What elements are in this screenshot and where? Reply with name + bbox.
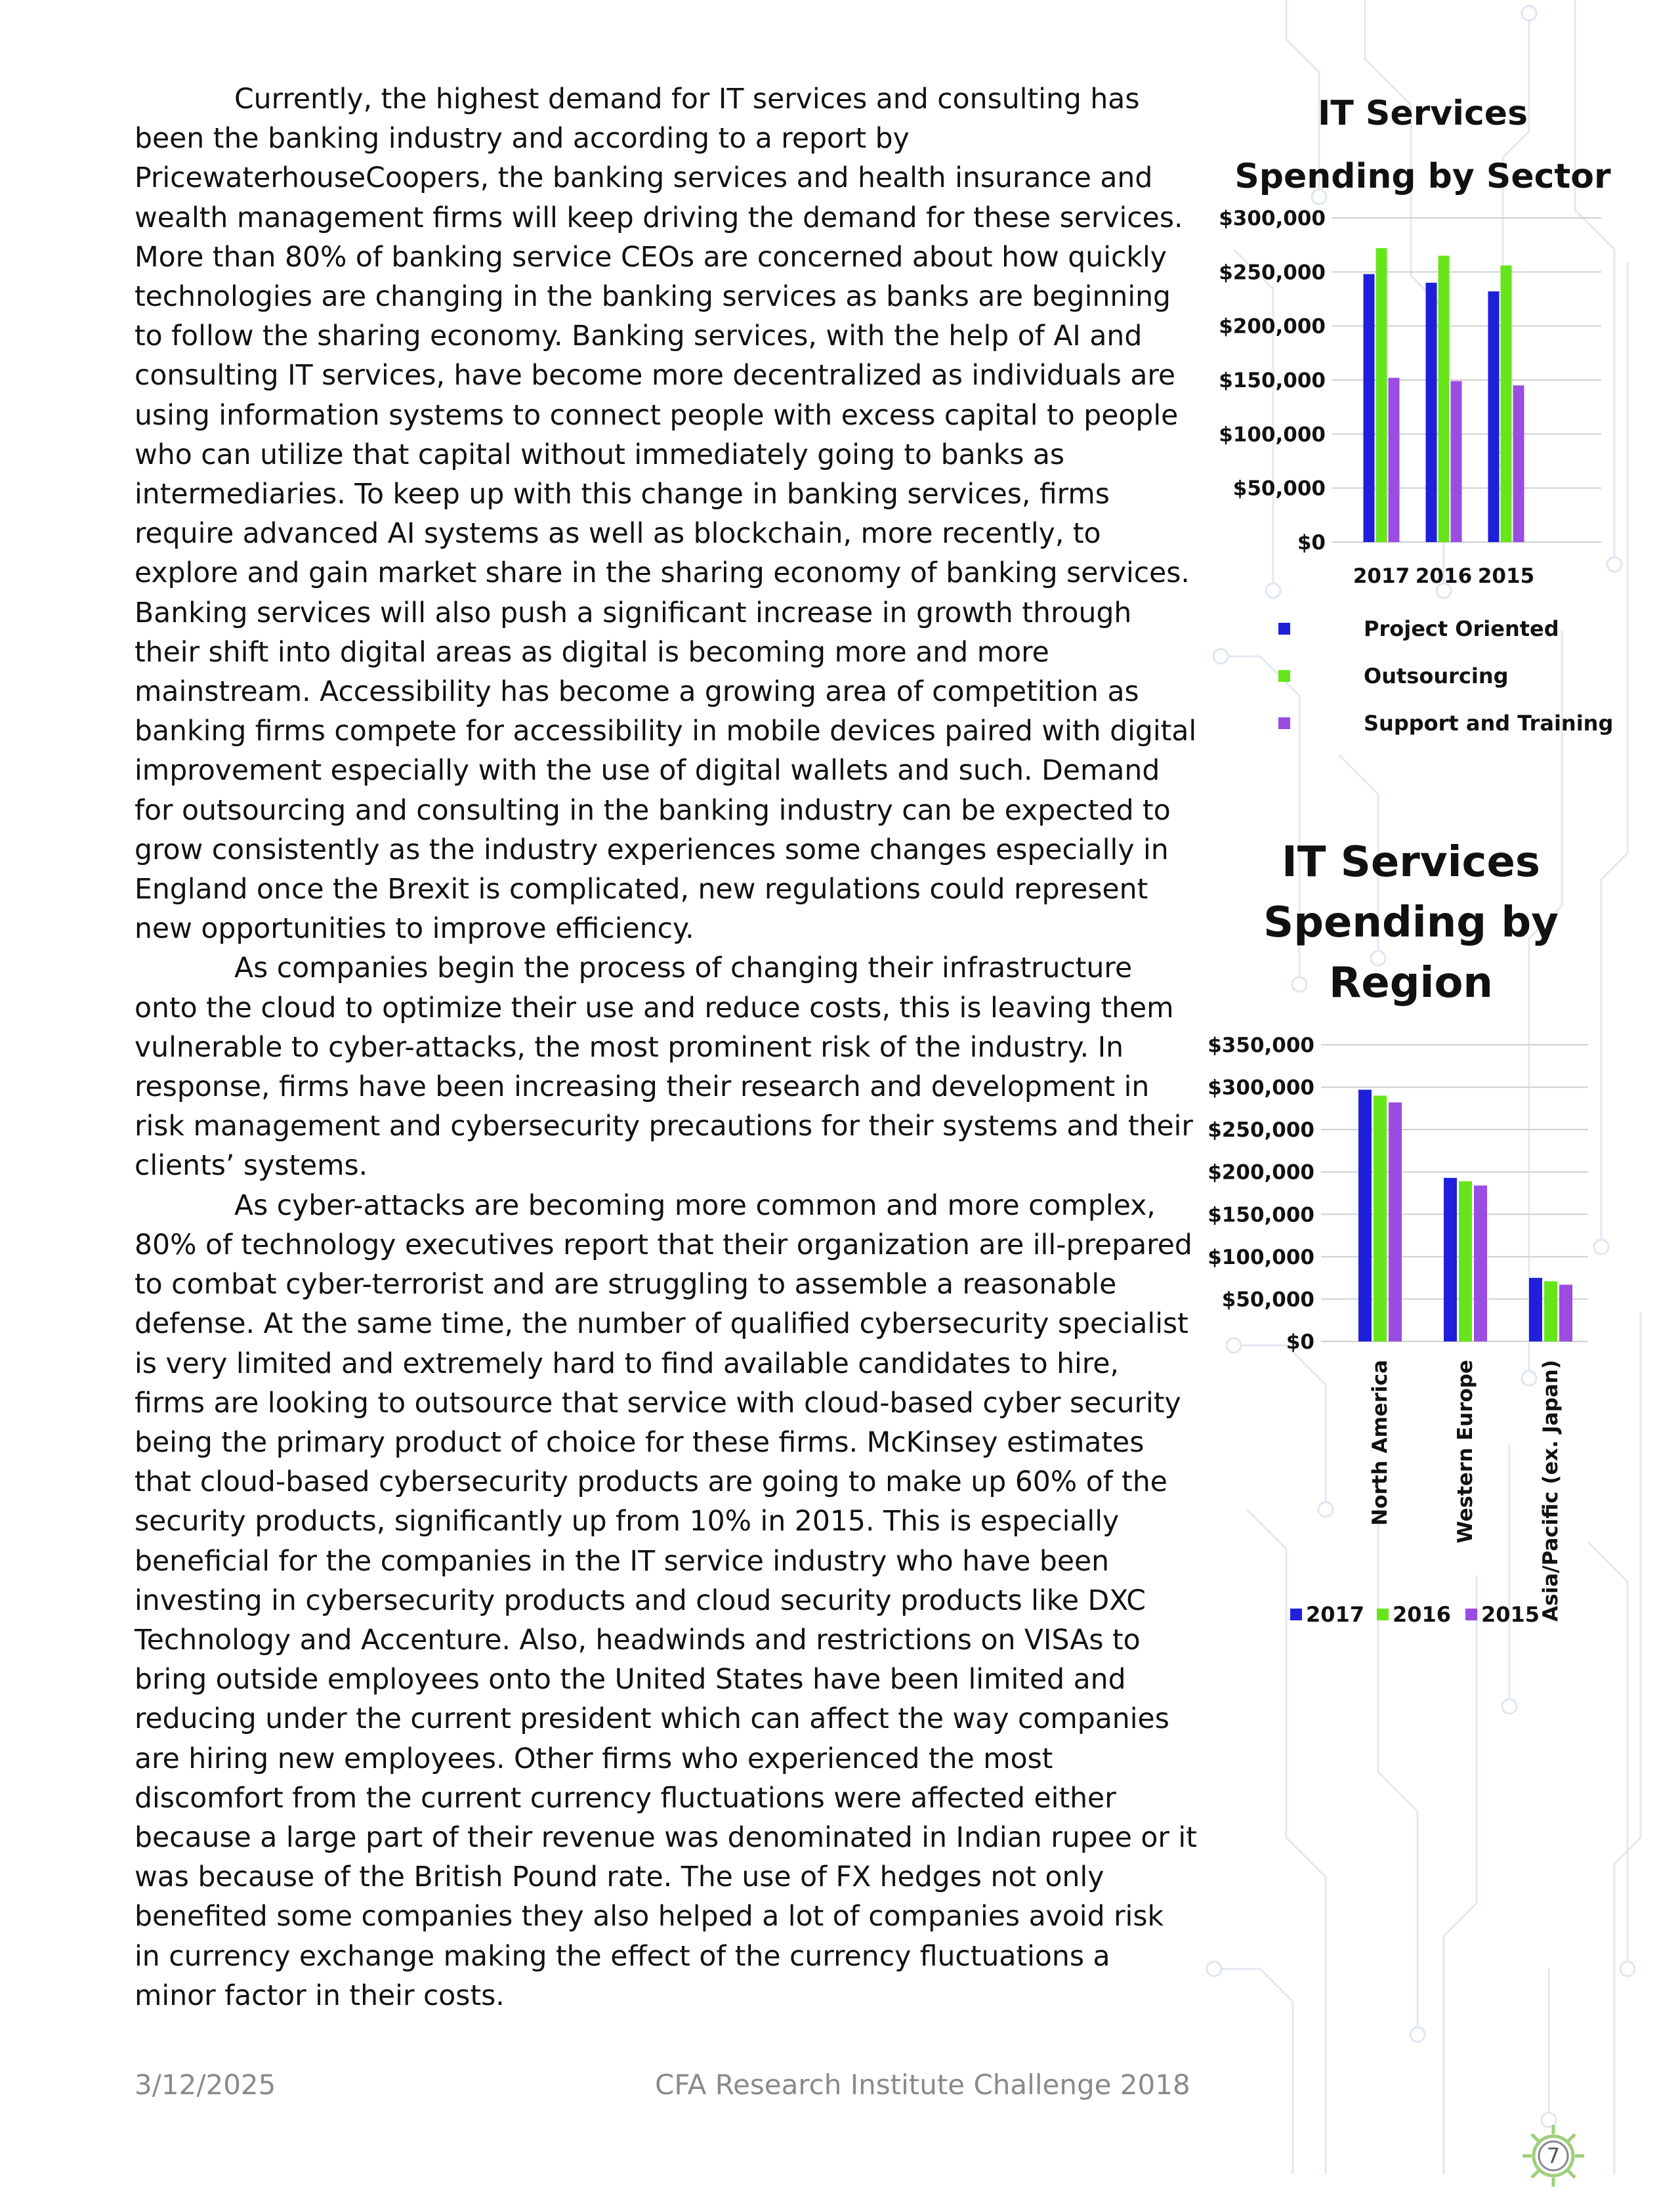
bar	[1488, 291, 1500, 542]
y-tick-label: $50,000	[1232, 476, 1326, 501]
chart-title: Spending by Sector	[1234, 157, 1611, 196]
x-category-label: North America	[1368, 1360, 1392, 1526]
bar	[1364, 274, 1375, 542]
legend-label: 2017	[1306, 1602, 1365, 1627]
x-category-label: 2016	[1415, 564, 1473, 588]
y-tick-label: $250,000	[1208, 1118, 1314, 1143]
bar	[1374, 1095, 1387, 1341]
y-tick-label: $50,000	[1221, 1288, 1314, 1312]
y-tick-label: $100,000	[1208, 1245, 1314, 1269]
x-category-label: 2017	[1353, 564, 1410, 588]
bar	[1389, 1103, 1402, 1341]
bar	[1358, 1089, 1372, 1341]
legend-swatch	[1278, 670, 1290, 682]
legend-label: 2015	[1481, 1602, 1540, 1627]
y-tick-label: $100,000	[1219, 423, 1326, 447]
legend-swatch	[1290, 1609, 1302, 1620]
y-tick-label: $150,000	[1219, 369, 1326, 392]
bar	[1426, 283, 1437, 542]
legend-swatch	[1465, 1609, 1477, 1620]
paragraph: As cyber-attacks are becoming more common and more complex, 80% of technology executives report that their organization are ill-prepared to combat cyber-terrorist and are struggling to assemble a reasonable defense. At the same time, the number of qualified cybersecurity specialist is very limited and extremely hard to find available candidates to hire, firms are looking to outsource that service with cloud-based cyber security being the primary product of choice for these firms. McKinsey estimates that cloud-based cybersecurity products are going to make up 60% of the security products, significantly up from 10% in 2015. This is especially beneficial for the companies in the IT service industry who have been investing in cybersecurity products and cloud security products like DXC Technology and Accenture. Also, headwinds and restrictions on VISAs to bring outside employees onto the United States have been limited and reducing under the current president which can affect the way companies are hiring new employees. Other firms who experienced the most discomfort from the current currency fluctuations were affected either because a large part of their revenue was denominated in Indian rupee or it was because of the British Pound rate. The use of FX hedges not only benefited some companies they also helped a lot of companies avoid risk in currency exchange making the effect of the currency fluctuations a minor factor in their costs.	[135, 1189, 1197, 2012]
page-number: 7	[1546, 2143, 1561, 2168]
bar	[1513, 385, 1524, 542]
y-tick-label: $300,000	[1208, 1076, 1314, 1100]
chart-title: Region	[1329, 959, 1493, 1007]
legend-label: Support and Training	[1364, 711, 1614, 736]
bar	[1459, 1181, 1472, 1341]
bar	[1544, 1281, 1557, 1341]
paragraph: As companies begin the process of changing their infrastructure onto the cloud to optimize their use and reduce costs, this is leaving them vulnerable to cyber-attacks, the most prominent risk of the industry. In response, firms have been increasing their research and development in risk management and cybersecurity precautions for their systems and their clients’ systems.	[135, 952, 1193, 1183]
x-category-label: Western Europe	[1454, 1360, 1477, 1544]
bar	[1376, 248, 1387, 542]
gear-icon	[1517, 2120, 1589, 2192]
y-tick-label: $0	[1286, 1330, 1314, 1354]
legend-swatch	[1278, 717, 1290, 729]
bar	[1501, 265, 1512, 542]
y-tick-label: $250,000	[1219, 261, 1326, 285]
y-tick-label: $0	[1297, 531, 1326, 555]
footer-date: 3/12/2025	[135, 2069, 276, 2101]
bar	[1559, 1284, 1572, 1341]
x-category-label: 2015	[1477, 564, 1535, 588]
legend-label: Outsourcing	[1364, 664, 1509, 688]
x-category-label: Asia/Pacific (ex. Japan)	[1539, 1360, 1563, 1622]
bar	[1444, 1178, 1457, 1341]
legend-label: 2016	[1393, 1602, 1452, 1627]
bar	[1529, 1278, 1542, 1341]
legend-swatch	[1377, 1609, 1389, 1620]
footer-title: CFA Research Institute Challenge 2018	[655, 2069, 1190, 2101]
bar	[1474, 1185, 1487, 1341]
bar	[1438, 256, 1450, 542]
bar	[1451, 381, 1462, 542]
bar	[1389, 378, 1400, 542]
paragraph: Currently, the highest demand for IT services and consulting has been the banking industry and according to a report by PricewaterhouseCoopers, the banking services and health insurance and wealth management firms will keep driving the demand for these services. More than 80% of banking service CEOs are concerned about how quickly technologies are changing in the banking services as banks are beginning to follow the sharing economy. Banking services, with the help of AI and consulting IT services, have become more decentralized as individuals are using information systems to connect people with excess capital to people who can utilize that capital without immediately going to banks as intermediaries. To keep up with this change in banking services, firms require advanced AI systems as well as blockchain, more recently, to explore and gain market share in the sharing economy of banking services. Banking services will also push a significant increase in growth through their shift into digital areas as digital is becoming more and more mainstream. Accessibility has become a growing area of competition as banking firms compete for accessibility in mobile devices paired with digital improvement especially with the use of digital wallets and such. Demand for outsourcing and consulting in the banking industry can be expected to grow consistently as the industry experiences some changes especially in England once the Brexit is complicated, new regulations could represent new opportunities to improve efficiency.	[135, 83, 1197, 946]
y-tick-label: $200,000	[1219, 314, 1326, 339]
chart-title: Spending by	[1263, 898, 1559, 947]
legend-label: Project Oriented	[1364, 616, 1559, 641]
y-tick-label: $300,000	[1219, 207, 1326, 230]
legend-swatch	[1278, 623, 1290, 635]
chart-title: IT Services	[1282, 838, 1540, 887]
y-tick-label: $200,000	[1208, 1160, 1314, 1185]
y-tick-label: $150,000	[1208, 1203, 1314, 1227]
chart-title: IT Services	[1317, 94, 1528, 133]
y-tick-label: $350,000	[1208, 1034, 1314, 1057]
